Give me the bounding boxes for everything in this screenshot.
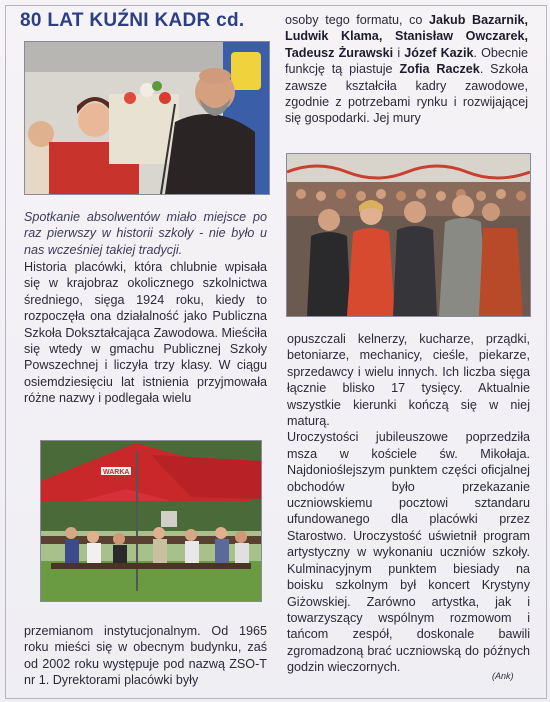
photo-audience [286, 153, 531, 317]
photo-caption: Spotkanie absolwentów miało miejsce po raz pierwszy w historii szkoły - nie było u nas wcześniej takiej tradycji. [24, 210, 267, 257]
umbrella-brand: WARKA [103, 469, 130, 476]
right-column-bottom-text: opuszczali kelnerzy, kucharze, prządki, betoniarze, mechanicy, cieśle, piekarze, sprzedawcy i wielu innych. Ich liczba sięga łącznie blisko 17 tysięcy. Aktualnie wszystkie kierunki kończą się w niej maturą. Uroczystości jubileuszowe poprzedziła msza w kościele św. Mikołaja. Najdonioślejszym punktem części oficjalnej obchodów było przekazanie uczniowskiemu pocztowi sztandaru ufundowanego dla placówki przez Starostwo. Uroczystość uświetnił program artystyczny w wykonaniu uczniów szkoły. Kulminacyjnym punktem biesiady na boisku szkolnym był koncert Krystyny Giżowskiej. Zarówno artystka, jak i towarzyszący wspólnym rozmowom i tańcom zespół, doskonale bawili zgromadzoną brać uczniowską do późnych godzin wieczornych. [287, 332, 530, 675]
article-title: 80 LAT KUŹNI KADR cd. [20, 10, 245, 31]
author-signature: (Ank) [492, 671, 514, 681]
left-column-text: Historia placówki, która chlubnie wpisała się w krajobraz okolicznego szkolnictwa średniego, sięga 1924 roku, kiedy to rozpoczęła ona działalność jako Publiczna Szkoła Dokształcająca Zawodowa. Mieściła się wtedy w gmachu Publicznej Szkoły Powszechnej i liczyła trzy klasy. W ciągu osiemdziesięciu lat istnienia przyjmowała różne nazwy i podlegała wielu [24, 260, 267, 406]
photo-beer-garden [40, 440, 262, 602]
left-column-bottom-text: przemianom instytucjonalnym. Od 1965 roku mieści się w obecnym budynku, zaś od 2002 roku występuje pod nazwą ZSO-T nr 1. Dyrektorami placówki były [24, 624, 267, 688]
right-column-top-text: osoby tego formatu, co Jakub Bazarnik, Ludwik Klama, Stanisław Owczarek, Tadeusz Żurawski i Józef Kazik. Obecnie funkcję tą piastuje Zofia Raczek. Szkoła zawsze kształciła kadry zawodowe, zgodnie z potrzebami rynku i rozwijającej się gospodarki. Jej mury [285, 13, 529, 126]
photo-speaker [24, 41, 270, 195]
